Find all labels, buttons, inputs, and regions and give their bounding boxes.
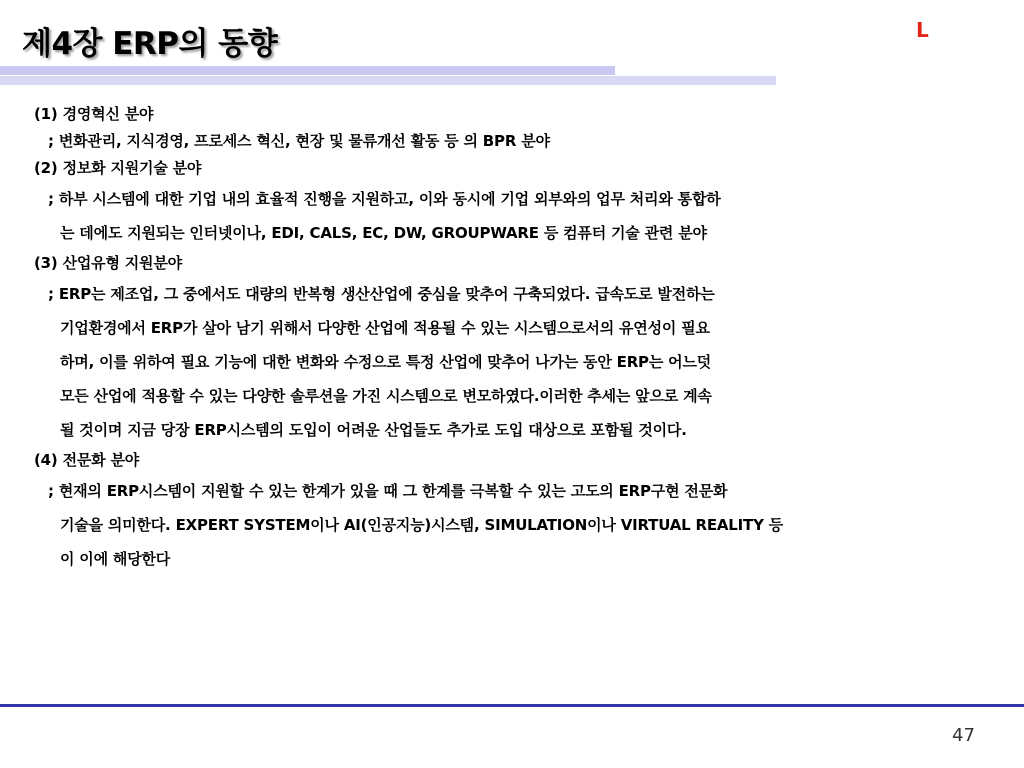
section-heading: (4) 전문화 분야 <box>34 451 140 469</box>
section-industry-support <box>34 250 994 447</box>
section-line: 모든 산업에 적용할 수 있는 다양한 솔루션을 가진 시스템으로 변모하였다.이러한 추세는 앞으로 계속 <box>60 387 712 405</box>
section-heading: (2) 정보화 지원기술 분야 <box>34 159 202 177</box>
section-specialization <box>34 447 994 576</box>
section-line: 이 이에 해당한다 <box>60 550 171 568</box>
page-number: 47 <box>952 725 975 746</box>
section-line: 될 것이며 지금 당장 ERP시스템의 도입이 어려운 산업들도 추가로 도입 대상으로 포함될 것이다. <box>60 421 687 439</box>
section-line: ; ERP는 제조업, 그 중에서도 대량의 반복형 생산산업에 중심을 맞추어 구축되었다. 급속도로 발전하는 <box>48 285 715 303</box>
section-information-technology <box>34 155 994 250</box>
title-underline-band-top <box>0 66 615 75</box>
section-line: 하며, 이를 위하여 필요 기능에 대한 변화와 수정으로 특정 산업에 맞추어 나가는 동안 ERP는 어느덧 <box>60 353 712 371</box>
section-line: 기술을 의미한다. EXPERT SYSTEM이나 AI(인공지능)시스템, SIMULATION이나 VIRTUAL REALITY 등 <box>60 516 784 534</box>
section-line: ; 하부 시스템에 대한 기업 내의 효율적 진행을 지원하고, 이와 동시에 기업 외부와의 업무 처리와 통합하 <box>48 190 721 208</box>
section-heading: (1) 경영혁신 분야 <box>34 105 154 123</box>
section-management-innovation <box>34 101 994 155</box>
footer-divider <box>0 704 1024 707</box>
corner-mark: L <box>916 18 929 42</box>
section-heading: (3) 산업유형 지원분야 <box>34 254 182 272</box>
slide-body <box>34 101 994 576</box>
title-underline-band-bottom <box>0 76 776 85</box>
section-line: 는 데에도 지원되는 인터넷이나, EDI, CALS, EC, DW, GROUPWARE 등 컴퓨터 기술 관련 분야 <box>60 224 707 242</box>
section-line: ; 현재의 ERP시스템이 지원할 수 있는 한계가 있을 때 그 한계를 극복할 수 있는 고도의 ERP구현 전문화 <box>48 482 728 500</box>
slide-title: 제4장 ERP의 동향 <box>22 26 278 62</box>
section-line: ; 변화관리, 지식경영, 프로세스 혁신, 현장 및 물류개선 활동 등 의 BPR 분야 <box>48 132 550 150</box>
section-line: 기업환경에서 ERP가 살아 남기 위해서 다양한 산업에 적용될 수 있는 시스템으로서의 유연성이 필요 <box>60 319 710 337</box>
